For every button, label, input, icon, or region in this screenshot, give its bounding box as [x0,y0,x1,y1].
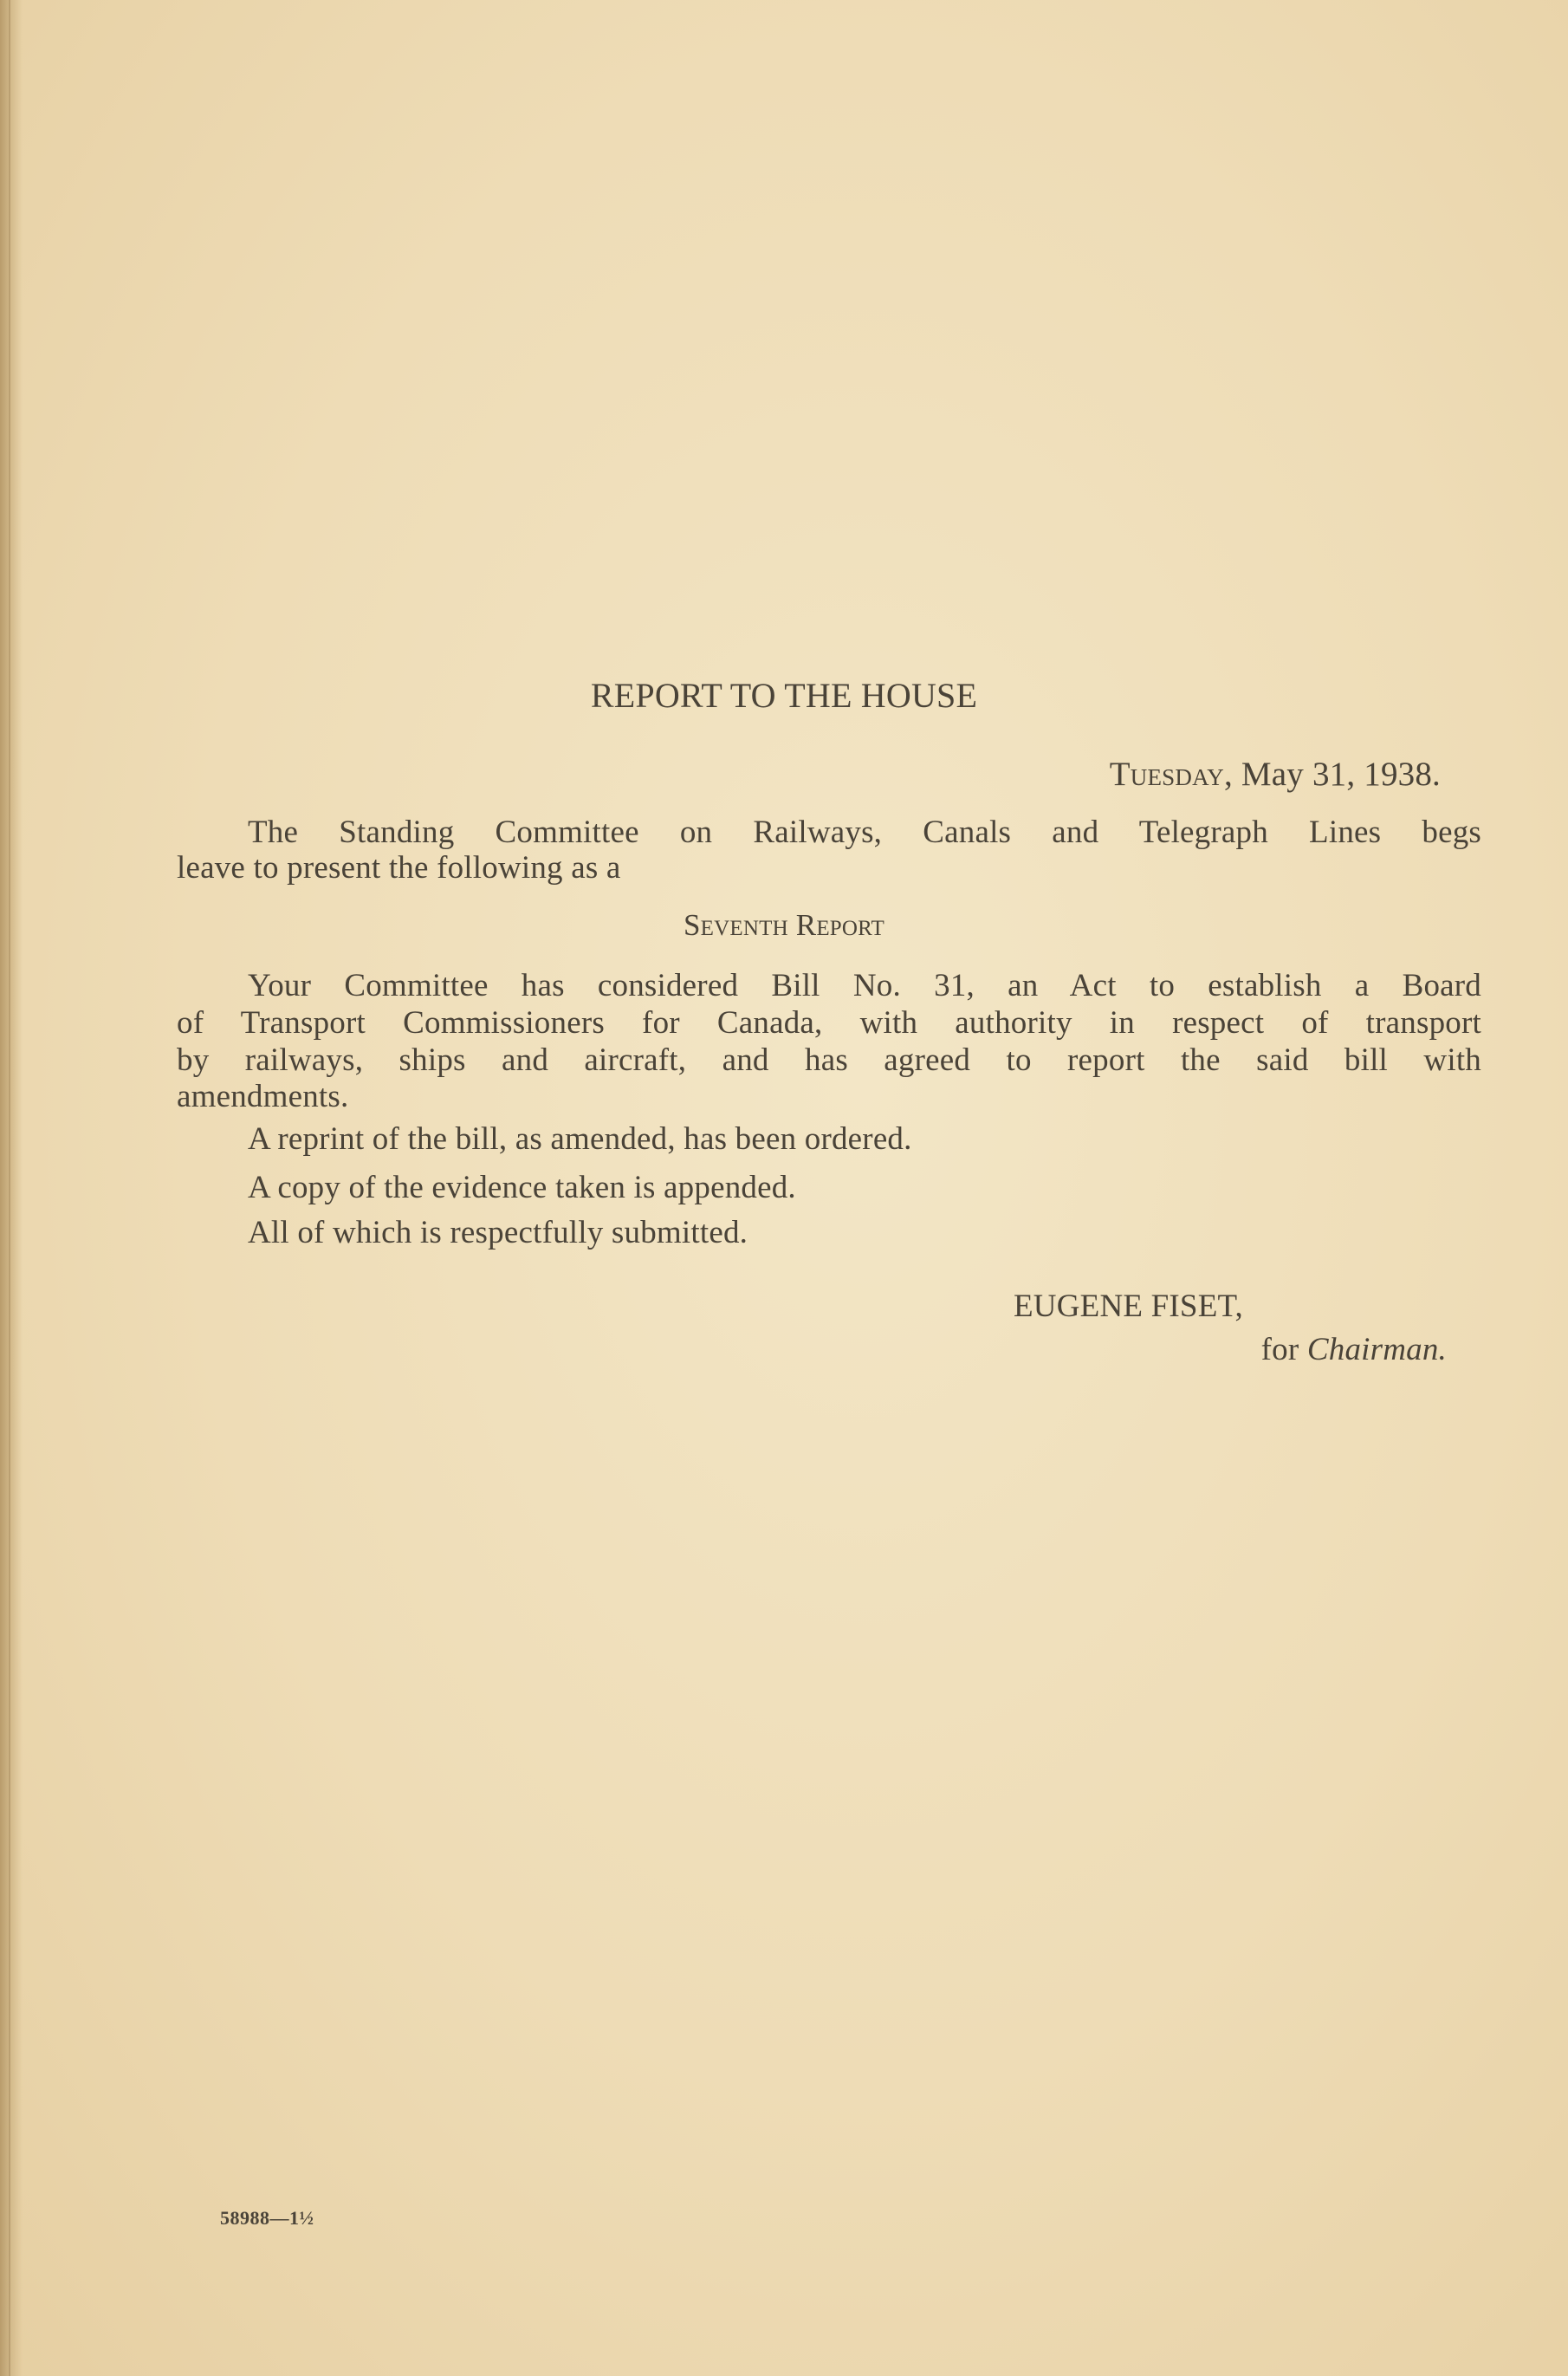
signatory-role-prefix: for [1260,1332,1307,1367]
page-binding-edge [0,0,23,2376]
signatory-name: EUGENE FISET, [1014,1289,1243,1324]
report-date [866,756,1441,793]
intro-line-1: The Standing Committee on Railways, Canals and Telegraph Lines begs [248,815,1481,850]
body-line-2: of Transport Commissioners for Canada, with authority in respect of transport [177,1005,1481,1041]
report-title: Seventh Report [683,908,884,942]
report-date-weekday: Tuesday, [1109,756,1233,793]
signatory-role-title: Chairman. [1306,1332,1447,1367]
evidence-line: A copy of the evidence taken is appended. [248,1170,796,1205]
intro-line-2: leave to present the following as a [177,850,621,886]
report-date-rest: May 31, 1938. [1232,756,1441,793]
footer-print-code: 58988—1½ [220,2207,314,2229]
body-line-1: Your Committee has considered Bill No. 31, an Act to establish a Board [248,968,1481,1003]
report-heading: REPORT TO THE HOUSE [590,676,978,715]
body-line-4: amendments. [177,1079,349,1114]
signatory-role [1040,1332,1447,1368]
closing-line: All of which is respectfully submitted. [248,1215,748,1250]
body-line-3: by railways, ships and aircraft, and has agreed to report the said bill with [177,1042,1481,1078]
page-binding-line [9,0,10,2376]
reprint-line: A reprint of the bill, as amended, has been ordered. [248,1121,912,1157]
